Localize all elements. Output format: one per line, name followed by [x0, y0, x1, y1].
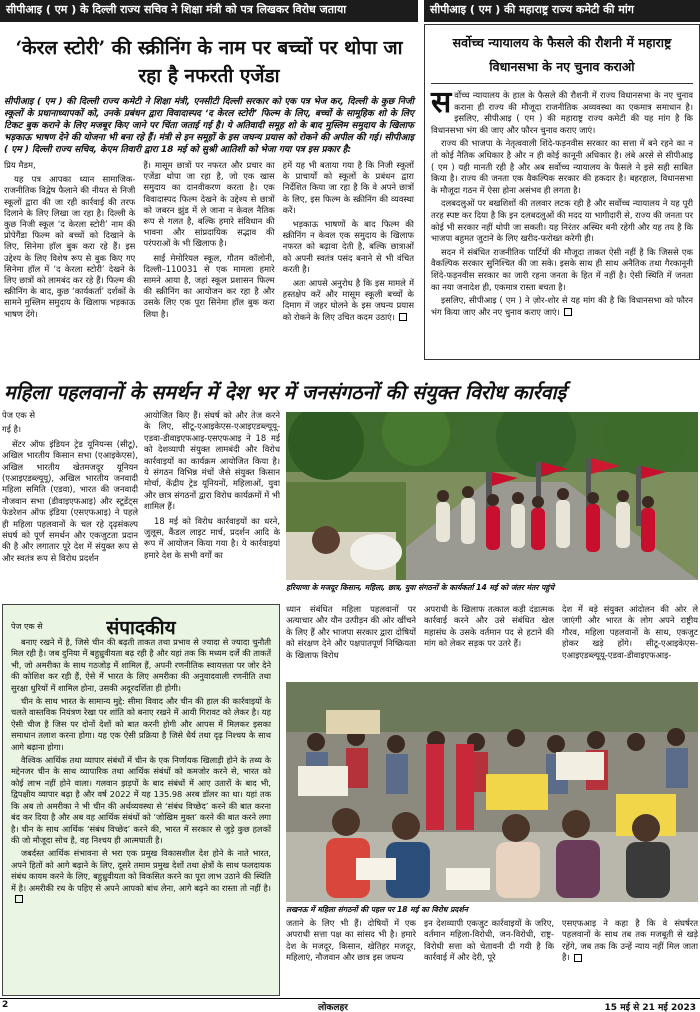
wrestlers-col-b-p2: 18 मई को विरोध कार्रवाइयों का धरने, जुलूस, कैंडल लाइट मार्च, प्रदर्शन आदि के रूप में आयोजन किया गया है। ये कार्रवाइयां हमारे देश के सभी वर्गों का: [144, 515, 280, 560]
kerala-col-1: [4, 160, 135, 326]
end-mark-icon: [564, 308, 572, 316]
end-mark-icon: [399, 313, 407, 321]
kerala-story-article: [0, 24, 418, 372]
maharashtra-headline: सर्वोच्च न्यायालय के फैसले की रौशनी में महाराष्ट्र विधानसभा के नए चुनाव कराओ: [431, 25, 693, 84]
maharashtra-p3: दलबदलुओं पर बखशिशों की तलवार लटक रही है और सर्वोच्च न्यायालय ने यह पूरी तरह स्पष्ट कर दिया है कि इन दलबदलुओं की मदद या भागीदारी से, राज्य की जनता पर कोई भी सरकार नहीं थोपी जा सकती। यह निरंतर अस्थिर बनी रहेगी और यह तय है कि भाजपा बहुमत जुटाने के लिए खरीद-फरोख्त करेगी ही।: [431, 198, 693, 244]
kerala-col-3: [283, 160, 414, 326]
issue-date: 15 मई से 21 मई 2023: [604, 1003, 696, 1012]
end-mark-icon: [574, 954, 582, 962]
editorial-title: संपादकीय: [106, 617, 176, 639]
wrestlers-mid-col-3: देश में बड़े संयुक्त आंदोलन की ओर ले जाएंगी और भारत के लोग अपने राष्ट्रीय गौरव, महिला पहलवानों के साथ, एकजुट होकर खड़े होंगे। सीटू-एआइकेएस-एआइएडब्ल्यूयू-एडवा-डीवाइएफआइ-: [562, 604, 698, 660]
maharashtra-p5-text: इसलिए, सीपीआइ ( एम ) ने ज़ोर-शोर से यह मांग की है कि विधानसभा को फौरन भंग किया जाए और नए चुनाव कराए जाएं।: [431, 295, 693, 317]
wrestlers-headline: महिला पहलवानों के समर्थन में देश भर में जनसंगठनों की संयुक्त विरोध कार्रवाई: [4, 381, 567, 404]
wrestlers-col-b: [144, 410, 280, 600]
drop-cap: स: [431, 85, 452, 120]
end-mark-icon: [15, 895, 23, 903]
wrestlers-mid-col-2: अपराधी के खिलाफ तत्काल कड़ी दंडात्मक कार्रवाई करने और उसे संबंधित खेल महासंघ के उसके वर्तमान पद से हटाने की मांग को लेकर सड़क पर उतरे हैं।: [424, 604, 554, 649]
kerala-col2-p2: साईं मेमोरियल स्कूल, गौतम कॉलोनी, दिल्ली–110031 से एक मामला हमारे सामने आया है, जहां स्कूल प्रशासन फिल्म की स्क्रीनिंग का आयोजन कर रहा है और उसके लिए एक पूरा सिनेमा हॉल बुक करा लिया है।: [143, 252, 275, 319]
maharashtra-p4: सदन में संबंधित राजनीतिक पार्टियों की मौजूदा ताकत ऐसी नहीं है कि जिससे एक वैकल्पिक सरकार सुनिश्चित की जा सके। इसके साथ ही साथ अनैतिक तथा गैरकानूनी शिंदे-फड़नवीस सरकार का जारी रहना जनता के हित में नहीं है। ऐसी स्थिति में जनता का नया जनादेश ही, एकमात्र रास्ता बचता है।: [431, 246, 693, 292]
continued-from-label: पेज एक से: [2, 410, 36, 420]
page-number: 2: [2, 1000, 9, 1010]
maharashtra-body: [425, 84, 699, 326]
maharashtra-p5: [431, 295, 693, 318]
maharashtra-article: [424, 24, 700, 360]
section-bar-left: सीपीआइ ( एम ) के दिल्ली राज्य सचिव ने शिक्षा मंत्री को पत्र लिखकर विरोध जताया: [0, 0, 418, 22]
lucknow-protest-photo: [286, 682, 698, 902]
editorial-p4: [11, 848, 271, 905]
section-bar-right: सीपीआइ ( एम ) की महाराष्ट्र राज्य कमेटी की मांग: [424, 0, 700, 22]
kerala-body: [0, 160, 418, 326]
publication-name: लोकलहर: [318, 1003, 348, 1012]
kerala-col1-p2: यह पत्र आपका ध्यान सामाजिक-राजनीतिक विद्वेष फैलाने की नीयत से निजी स्कूलों द्वारा की जा रही कार्रवाई की तरफ दिलाने के लिए लिखा जा रहा है। दिल्ली के कुछ निजी स्कूल ‘द केरला स्टोरी’ नाम की प्रोपेगैंडा फिल्म को बच्चों को दिखाने के लिए, सिनेमा हॉल बुक करा रहे हैं। इस उद्देश्य के लिए विशेष रूप से बुक किए गए सिनेमा हॉल में ‘द केरला स्टोरी’ देखने के लिए छात्रों को लामबंद कर रहे हैं। फिल्म की स्क्रीनिंग के बाद, कुछ ‘कार्यकर्ता’ दर्शकों के सामने मुस्लिम समुदाय के खिलाफ भड़काऊ भाषण देंगे।: [4, 174, 136, 319]
wrestlers-col-b-p1: आयोजित किए हैं। संघर्ष को और तेज करने के लिए, सीटू-एआइकेएस-एआइएडब्ल्यूयू-एडवा-डीवाइएफआइ-एसएफआइ ने 18 मई को देशव्यापी संयुक्त लामबंदी और विरोध कार्रवाइयों का कार्यक्रम आयोजित किया है। ये संगठन विभिन्न मंचों जैसे संयुक्त किसान मोर्चा, केंद्रीय ट्रेड यूनियनों, महिलाओं, युवा और छात्र संगठनों द्वारा विरोध कार्यक्रमों में भी शामिल हैं।: [144, 410, 280, 512]
kerala-col3-p3-text: अतः आपसे अनुरोध है कि इस मामले में हस्तक्षेप करें और मासूम स्कूली बच्चों के दिमाग में जहर घोलने के इस जघन्य प्रयास को रोकने के लिए उचित कदम उठाएं।: [282, 278, 414, 322]
kerala-col3-p3: [283, 278, 414, 323]
wrestlers-bottom-col-3-text: एसएफआइ ने कहा है कि वे संघर्षरत पहलवानों के साथ तब तक मजबूती से खड़े रहेंगे, जब तक कि उन्हें न्याय नहीं मिल जाता है।: [562, 918, 698, 963]
kerala-intro: सीपीआइ ( एम ) की दिल्ली राज्य कमेटी ने शिक्षा मंत्री, एनसीटी दिल्ली सरकार को एक पत्र भेज कर, दिल्ली के कुछ निजी स्कूलों के प्रधानाध्यापकों को, उनके प्रबंधन द्वारा विवादास्पद ‘द केरल स्टोरी’ फिल्म के लिए, बच्चों के सामूहिक शो के लिए टिकट बुक कराने के लिए मजबूर किए जाने पर चिंता जताई गई है। ये अतिवादी समूह शो के बाद मुस्लिम समुदाय के खिलाफ भड़काऊ भाषण देने की योजना भी बना रहे हैं। मंत्री से इन समूहों के इस जघन्य प्रयास को रोकने की अपील की गई। सीपीआइ ( एम ) दिल्ली राज्य सचिव, केएम तिवारी द्वारा 18 मई को सुश्री आतिशी को भेजा गया पत्र इस प्रकार है:: [4, 97, 414, 155]
kerala-col1-p1: प्रिय मैडम,: [4, 160, 36, 170]
wrestlers-col-a: [2, 410, 138, 600]
editorial-p2: चीन के साथ भारत के सामान्य मुद्दे: सीमा विवाद और चीन की हाल की कार्रवाइयों के चलते वास्तविक नियंत्रण रेखा पर शांति को बनाए रखने में आयी गिरावट को लेकर है। यह ऐसी चीज है जिस पर दोनों देशों को बात करनी होगी और आपस में मिलकर इसका समाधान तलाश करना होगा। यह एक ऐसी प्रक्रिया है जिसे धैर्य तथा दृढ़ निश्चय के साथ आगे बढ़ाना होगा।: [11, 696, 271, 752]
haryana-march-photo: [286, 412, 698, 580]
wrestlers-bottom-col-1: जताने के लिए भी हैं। दोषियों में एक अपराधी सत्ता पक्ष का सांसद भी है। हमारे देश के मजदूर, किसान, खेतिहर मजदूर, महिलाएं, नौजवान और छात्र इस जघन्य: [286, 918, 416, 963]
kerala-headline: ‘केरल स्टोरी’ की स्क्रीनिंग के नाम पर बच्चों पर थोपा जा रहा है नफरती एजेंडा: [15, 37, 403, 87]
photo2-caption: लखनऊ में महिला संगठनों की पहल पर 18 मई का विरोध प्रदर्शन: [286, 905, 468, 914]
wrestlers-col-a-p2: सेंटर ऑफ इंडियन ट्रेड यूनियन्स (सीटू), अखिल भारतीय किसान सभा (एआइकेएस), अखिल भारतीय खेतमजदूर यूनियन (एआइएडब्ल्यूयू), अखिल भारतीय जनवादी महिला समिति (एडवा), भारत की जनवादी नौजवान सभा (डीवाइएफआइ) और स्टूडेंट्स फेडरेशन ऑफ इंडिया (एसएफआइ) ने पहले ही महिला पहलवानों के चल रहे दृढ़संकल्प संघर्ष को पूर्ण समर्थन और एकजुटता प्रदान की है और लगातार पूरे देश में संयुक्त रूप से और स्वतंत्र रूप से विरोध प्रदर्शन: [2, 438, 138, 563]
maharashtra-p1-text: र्वोच्च न्यायालय के हाल के फैसले की रौशनी में राज्य विधानसभा के नए चुनाव कराना ही राज्य की मौजूदा राजनीतिक अव्यवस्था का एकमात्र समाधान है। इसलिए, सीपीआइ ( एम ) की महाराष्ट्र राज्य कमेटी की यह मांग है कि विधानसभा भंग की जाए और फौरन चुनाव कराए जाएं।: [431, 90, 693, 135]
editorial-body: [3, 635, 279, 909]
kerala-col2-p1: हैं। मासूम छात्रों पर नफरत और प्रचार का एजेंडा थोपा जा रहा है, जो एक खास समुदाय का दानवीकरण करता है। एक विवादास्पद फिल्म देखने के उद्देश्य से छात्रों को जबरन झुंड में ले जाना न केवल नैतिक रूप से गलत है, बल्कि हमारे संविधान की भावना और सांप्रदायिक सद्भाव की परंपराओं के भी खिलाफ है।: [143, 160, 275, 249]
editorial-p4-text: जबर्दस्त आर्थिक संभावना से भरा एक प्रमुख विकासशील देश होने के नाते भारत, अपने हितों को आगे बढ़ाने के लिए, दूसरे तमाम प्रमुख देशों तथा क्षेत्रों के साथ फलदायक संबंध कायम करने के लिए, बहुध्रुवीयता को विकसित करने का पूरा लाभ उठाने की स्थिति में है। अमरीकी रथ के पहिए से अपने आपको बांध लेना, आगे बढ़ने का रास्ता तो नहीं है।: [11, 848, 271, 893]
photo1-caption: हरियाणा के मजदूर किसान, महिला, छात्र, युवा संगठनों के कार्यकर्ता 14 मई को जंतर मंतर पहुंचे: [286, 583, 555, 592]
editorial-p3: वैश्विक आर्थिक तथा व्यापार संबंधों में चीन के एक निर्णायक खिलाड़ी होने के तथ्य के मद्देनजर चीन के साथ व्यापारिक तथा आर्थिक संबंधों को कमजोर करने से, भारत को कोई लाभ नहीं होने वाला। गलवान झड़पों के बाद संबंधों में आए उतारों के बाद भी, द्विपक्षीय व्यापार बढ़ा है और वर्ष 2022 में यह 135.98 अरब डॉलर का था। यहां तक कि अब तो अमरीका ने भी चीन की अर्थव्यवस्था से ‘संबंध विच्छेद’ करने की बात करना बंद कर दिया है और अब वह आर्थिक संबंधों को ‘जोखिम मुक्त’ करने की बात करने लगा है। चीन के साथ आर्थिक ‘संबंध विच्छेद’ करने की, भारत में सरकार से जुड़े कुछ हलकों की जो मौजूदा सोच है, वह निश्चय ही आत्मघाती है।: [11, 755, 271, 845]
wrestlers-mid-col-1: ध्यान संबंधित महिला पहलवानों पर अत्याचार और यौन उत्पीड़न की ओर खींचने के लिए हैं और भाजपा सरकार द्वारा दोषियों को संरक्षण देने और पक्षपातपूर्ण निष्क्रियता के खिलाफ विरोध: [286, 604, 416, 660]
wrestlers-bottom-col-2: इन देशव्यापी एकजुट कार्रवाइयों के जरिए, वर्तमान महिला-विरोधी, जन-विरोधी, राष्ट्र-विरोधी सत्ता को चेतावनी दी गयी है कि कार्रवाई में और देरी, पूरे: [424, 918, 554, 963]
wrestlers-bottom-col-3: [562, 918, 698, 996]
editorial-continued-label: पेज एक से: [11, 622, 43, 631]
maharashtra-p2: राज्य की भाजपा के नेतृत्ववाली शिंदे-फड़नवीस सरकार का सत्ता में बने रहने का न तो कोई नैतिक अधिकार है और न ही कोई कानूनी अधिकार है। लंबे अरसे से सीपीआइ ( एम ) यही मानती रही है और अब सर्वोच्च न्यायालय के फैसले ने इसे सही साबित किया है। राज्य की जनता एक वैकल्पिक सरकार की हकदार है। बहरहाल, विधानसभा के मौजूदा गठन में ऐसा होना असंभव ही लगता है।: [431, 138, 693, 195]
maharashtra-p1: [431, 85, 693, 136]
editorial-box: [2, 604, 280, 996]
page-footer: [0, 998, 700, 1012]
kerala-col3-p1: हमें यह भी बताया गया है कि निजी स्कूलों के प्राचार्यों को स्कूलों के प्रबंधन द्वारा निर्देशित किया जा रहा है कि वे अपने छात्रों के लिए, इस फिल्म के स्क्रीनिंग की व्यवस्था करें।: [282, 160, 414, 215]
kerala-col3-p2: भड़काऊ भाषणों के बाद फिल्म की स्क्रीनिंग न केवल एक समुदाय के खिलाफ नफरत को बढ़ावा देती है, बल्कि छात्राओं को अपनी स्वतंत्र पसंद बनाने से भी वंचित करती है।: [282, 219, 414, 274]
kerala-col-2: [143, 160, 274, 326]
editorial-p1: बनाए रखने में है, जिसे चीन की बढ़ती ताकत तथा प्रभाव से ज्यादा से ज्यादा चुनौती मिल रही है। जब दुनिया में बहुध्रुवीयता बढ़ रही है और यहां तक कि मध्यम दर्जे की ताकतें भी, जो अमरीका के साथ गठजोड़ में शामिल हैं, अपनी रणनीतिक स्वायत्तता पर जोर देने की कोशिश कर रही हैं, ऐसे में भारत के लिए अमरीका की अनुवादवाली रणनीति तथा सुरक्षा धुरियों में शामिल होना, उसकी अदूरदर्शिता ही होगी।: [11, 637, 271, 693]
wrestlers-col-a-p1: गई है।: [2, 424, 22, 435]
